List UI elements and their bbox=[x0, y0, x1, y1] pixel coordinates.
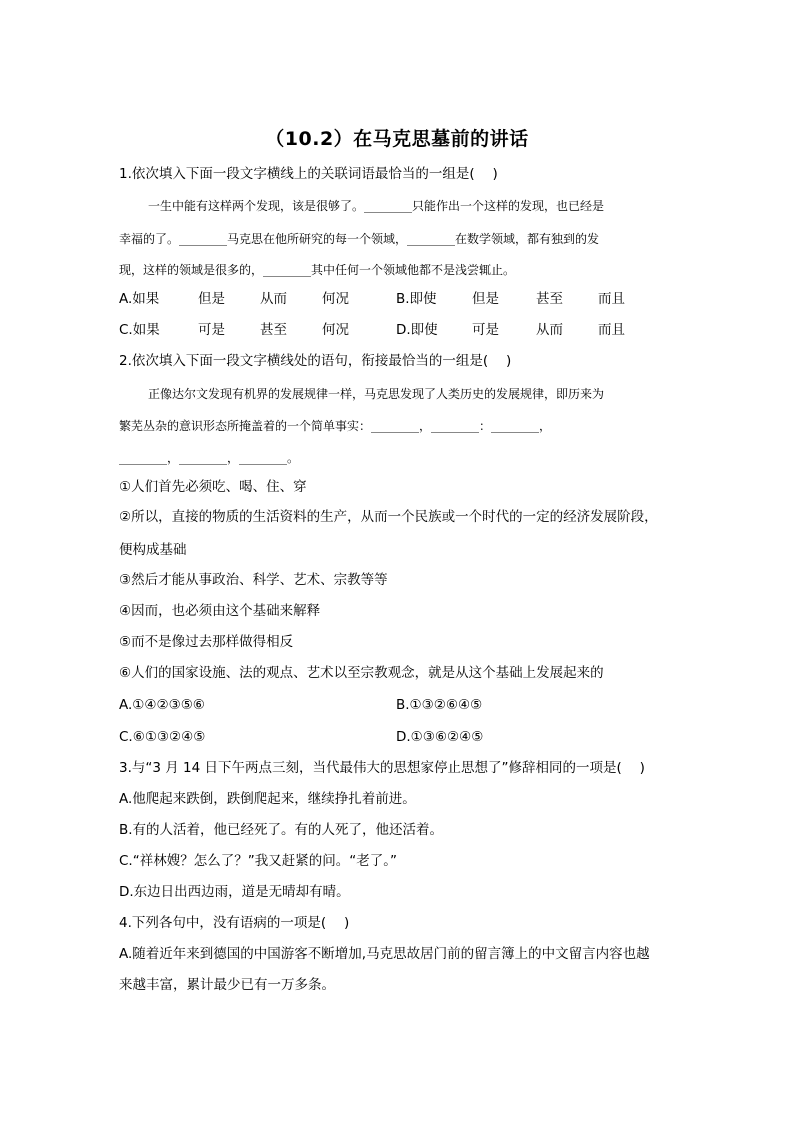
q2-item: ②所以，直接的物质的生活资料的生产，从而一个民族或一个时代的一定的经济发展阶段， bbox=[119, 509, 658, 525]
q4-option-a-continued: 来越丰富，累计最少已有一万多条。 bbox=[119, 977, 335, 993]
q1-option-a: A.如果 bbox=[119, 291, 160, 307]
q2-option-a: A.①④②③⑤⑥ bbox=[119, 697, 205, 713]
q2-item: ⑤而不是像过去那样做得相反 bbox=[119, 634, 294, 650]
q2-passage-line: ________，________，________。 bbox=[119, 451, 300, 465]
q1-passage-line: 一生中能有这样两个发现，该是很够了。________只能作出一个这样的发现，也已经是 bbox=[148, 199, 605, 213]
q1-option-b-word: 甚至 bbox=[536, 291, 563, 307]
q2-item-continued: 便构成基础 bbox=[119, 542, 187, 558]
q1-option-c-word: 可是 bbox=[198, 322, 225, 338]
q2-item: ③然后才能从事政治、科学、艺术、宗教等等 bbox=[119, 572, 388, 588]
q1-option-b-word: 但是 bbox=[472, 291, 499, 307]
q1-option-d-word: 而且 bbox=[598, 322, 625, 338]
q2-item: ④因而，也必须由这个基础来解释 bbox=[119, 603, 321, 619]
q1-option-c-word: 甚至 bbox=[260, 322, 287, 338]
document-title: （10.2）在马克思墓前的讲话 bbox=[265, 128, 529, 150]
q1-option-b-word: 而且 bbox=[598, 291, 625, 307]
q1-option-a-word: 从而 bbox=[260, 291, 287, 307]
q1-option-a-word: 但是 bbox=[198, 291, 225, 307]
q2-passage-line: 繁芜丛杂的意识形态所掩盖着的一个简单事实：________，________：________， bbox=[119, 419, 552, 433]
question-1-stem: 1.依次填入下面一段文字横线上的关联词语最恰当的一组是( ) bbox=[119, 166, 498, 182]
q2-item: ①人们首先必须吃、喝、住、穿 bbox=[119, 479, 307, 495]
q3-option-d: D.东边日出西边雨，道是无晴却有晴。 bbox=[119, 884, 350, 900]
q2-passage-line: 正像达尔文发现有机界的发展规律一样，马克思发现了人类历史的发展规律，即历来为 bbox=[148, 387, 605, 401]
q1-passage-line: 幸福的了。________马克思在他所研究的每一个领域，________在数学领域，都有独到的发 bbox=[119, 232, 600, 246]
q1-option-c-word: 何况 bbox=[322, 322, 349, 338]
q1-option-d: D.即使 bbox=[396, 322, 438, 338]
question-2-stem: 2.依次填入下面一段文字横线处的语句，衔接最恰当的一组是( ) bbox=[119, 353, 512, 369]
q1-passage-line: 现，这样的领域是很多的，________其中任何一个领域他都不是浅尝辄止。 bbox=[119, 263, 516, 277]
q2-option-c: C.⑥①③②④⑤ bbox=[119, 729, 206, 745]
q3-option-a: A.他爬起来跌倒，跌倒爬起来，继续挣扎着前进。 bbox=[119, 791, 416, 807]
q2-option-d: D.①③⑥②④⑤ bbox=[396, 729, 484, 745]
q1-option-c: C.如果 bbox=[119, 322, 160, 338]
q4-option-a: A.随着近年来到德国的中国游客不断增加,马克思故居门前的留言簿上的中文留言内容也越 bbox=[119, 946, 650, 962]
q1-option-d-word: 可是 bbox=[472, 322, 499, 338]
q1-option-d-word: 从而 bbox=[536, 322, 563, 338]
question-3-stem: 3.与“3 月 14 日下午两点三刻，当代最伟大的思想家停止思想了”修辞相同的一项是( ) bbox=[119, 760, 645, 776]
q3-option-b: B.有的人活着，他已经死了。有的人死了，他还活着。 bbox=[119, 822, 444, 838]
q1-option-a-word: 何况 bbox=[322, 291, 349, 307]
q2-item: ⑥人们的国家设施、法的观点、艺术以至宗教观念，就是从这个基础上发展起来的 bbox=[119, 665, 604, 681]
q1-option-b: B.即使 bbox=[396, 291, 437, 307]
question-4-stem: 4.下列各句中，没有语病的一项是( ) bbox=[119, 915, 350, 931]
q2-option-b: B.①③②⑥④⑤ bbox=[396, 697, 483, 713]
q3-option-c: C.“祥林嫂？怎么了？”我又赶紧的问。“老了。” bbox=[119, 853, 397, 869]
